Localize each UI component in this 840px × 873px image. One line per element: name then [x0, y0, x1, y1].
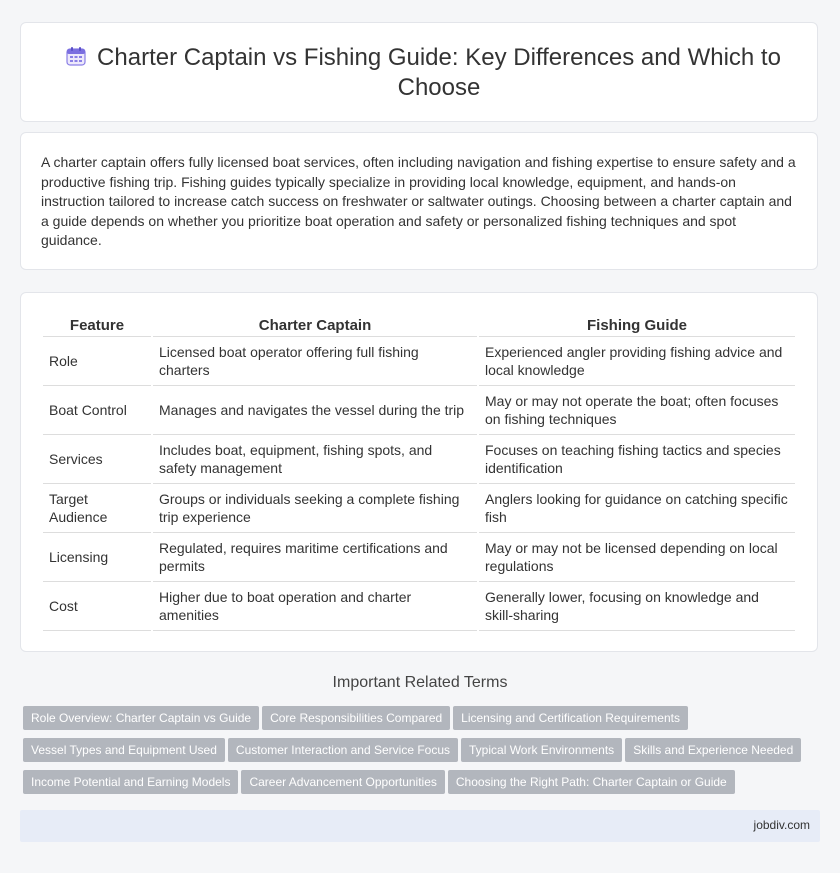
cell-feature: Target Audience	[43, 484, 151, 533]
cell-guide: Focuses on teaching fishing tactics and species identification	[479, 435, 795, 484]
cell-captain: Includes boat, equipment, fishing spots, and safety management	[153, 435, 477, 484]
header-card	[20, 22, 818, 122]
table-row	[43, 533, 795, 582]
header-fishing-guide: Fishing Guide	[479, 307, 795, 337]
cell-feature: Boat Control	[43, 386, 151, 435]
related-term-tag[interactable]: Customer Interaction and Service Focus	[228, 738, 458, 762]
related-term-tag[interactable]: Vessel Types and Equipment Used	[23, 738, 225, 762]
related-term-tag[interactable]: Skills and Experience Needed	[625, 738, 801, 762]
footer-site-link[interactable]: jobdiv.com	[753, 818, 810, 832]
table-row	[43, 582, 795, 631]
cell-guide: Experienced angler providing fishing advice and local knowledge	[479, 337, 795, 386]
table-row	[43, 337, 795, 386]
cell-feature: Licensing	[43, 533, 151, 582]
header-feature: Feature	[43, 307, 151, 337]
cell-guide: May or may not operate the boat; often focuses on fishing techniques	[479, 386, 795, 435]
related-term-tag[interactable]: Role Overview: Charter Captain vs Guide	[23, 706, 259, 730]
cell-guide: May or may not be licensed depending on local regulations	[479, 533, 795, 582]
cell-captain: Manages and navigates the vessel during the trip	[153, 386, 477, 435]
table-header-row	[43, 307, 795, 337]
related-term-tag[interactable]: Typical Work Environments	[461, 738, 622, 762]
table-row	[43, 386, 795, 435]
header-charter-captain: Charter Captain	[153, 307, 477, 337]
related-term-tag[interactable]: Income Potential and Earning Models	[23, 770, 238, 794]
intro-paragraph: A charter captain offers fully licensed boat services, often including navigation and fishing expertise to ensure safety and a productive fishing trip. Fishing guides typically specialize in providing local knowledge, equipment, and hands-on instruction tailored to increase catch success on freshwater or saltwater outings. Choosing between a charter captain and a guide depends on whether you prioritize boat operation and safety or personalized fishing techniques and spot guidance.	[41, 154, 796, 248]
cell-captain: Groups or individuals seeking a complete fishing trip experience	[153, 484, 477, 533]
related-term-tag[interactable]: Choosing the Right Path: Charter Captain or Guide	[448, 770, 735, 794]
cell-feature: Role	[43, 337, 151, 386]
page-title: Charter Captain vs Fishing Guide: Key Differences and Which to Choose	[97, 44, 781, 101]
cell-feature: Services	[43, 435, 151, 484]
related-term-tag[interactable]: Licensing and Certification Requirements	[453, 706, 688, 730]
related-terms-list	[23, 706, 823, 802]
cell-captain: Licensed boat operator offering full fishing charters	[153, 337, 477, 386]
cell-captain: Regulated, requires maritime certifications and permits	[153, 533, 477, 582]
related-term-tag[interactable]: Career Advancement Opportunities	[241, 770, 444, 794]
table-row	[43, 435, 795, 484]
comparison-card	[20, 292, 818, 652]
cell-captain: Higher due to boat operation and charter amenities	[153, 582, 477, 631]
cell-feature: Cost	[43, 582, 151, 631]
related-terms-heading: Important Related Terms	[332, 674, 508, 691]
footer	[20, 810, 820, 842]
intro-card	[20, 132, 818, 270]
cell-guide: Generally lower, focusing on knowledge and skill-sharing	[479, 582, 795, 631]
comparison-table	[41, 307, 797, 631]
cell-guide: Anglers looking for guidance on catching specific fish	[479, 484, 795, 533]
related-term-tag[interactable]: Core Responsibilities Compared	[262, 706, 450, 730]
table-row	[43, 484, 795, 533]
